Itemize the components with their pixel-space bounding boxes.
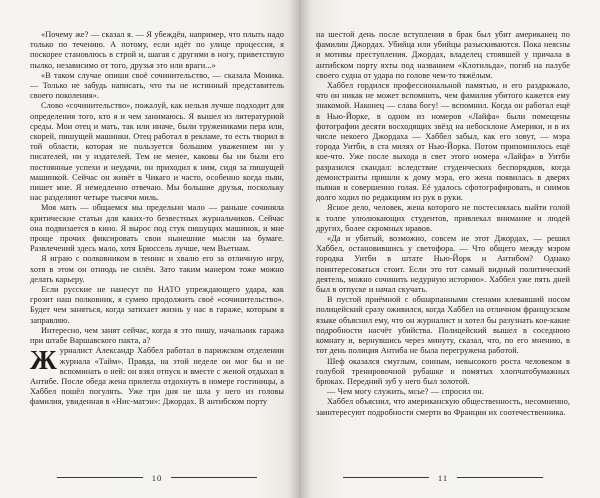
footer-rule xyxy=(57,477,143,479)
paragraph: Моя мать — общаемся мы предельно мало — раньше сочиняла критические статьи для каких-то безвестных журнальчиков. Сейчас она подвизается в кино. Я вырос под стук пишущих машинок, и мне проще прочих фиксировать свои нынешние мысли на бумаге. Развлечений здесь мало, хотя Брюссель лучше, чем Вьетнам. xyxy=(30,203,284,254)
right-page-footer xyxy=(316,470,570,486)
continuation-paragraph: на шестой день после вступления в брак был убит американец по фамилии Джордах. Убийца или убийцы разыскиваются. Пока неясны и мотивы преступления. Джордах, владелец стоявшей у причала в антибском порту яхты под названием «Клотильда», погиб на палубе своего судна от удара по голове чем-то тяжёлым. xyxy=(316,30,570,80)
right-page-text xyxy=(316,30,570,470)
paragraph: В пустой приёмной с обшарпанными стенами клевавший носом полицейский сразу оживился, когда Хаббел на отличном французском языке объяснил ему, что он журналист и хотел бы разузнать кое-какие подробности насчёт убийства. Полицейский вышел в соседнюю комнату и, вернувшись через минуту, сказал, что, по его мнению, в тот день полиция Антиба не была перегружена работой. xyxy=(316,295,570,356)
drop-cap-letter: Ж xyxy=(30,345,57,376)
paragraph: «Почему же? — сказал я. — Я убеждён, например, что плыть надо только по течению. А потому, если идёт по улице процессия, я поскорее становлюсь в строй и, шагая с другими в ногу, приветствую пылко, независимо от того, друзья это или враги...» xyxy=(30,30,284,70)
paragraph: Хаббел объяснил, что американскую общественность, несомненно, заинтересуют подробности смерти во Франции их соотечественника. xyxy=(316,397,570,417)
page-number-left: 10 xyxy=(151,473,163,483)
paragraph: Шеф оказался смуглым, сонным, невысокого роста человеком в голубой тренировочной рубашке и помятых хлопчатобумажных брюках. Передний зуб у него был золотой. xyxy=(316,356,570,386)
paragraph: Ясное дело, человек, жена которого не постеснялась выйти голой к толпе улюлюкающих студентов, привлекал внимание и людей других, более скромных нравов. xyxy=(316,203,570,233)
paragraph: Интересно, чем занят сейчас, когда я это пишу, начальник гаража при штабе Варшавского пакта, а? xyxy=(30,325,284,346)
paragraph: «Да и убитый, возможно, совсем не этот Джордах, — решил Хаббел, остановившись у светофора. — Что общего между мэром городка Уитби в штате Нью-Йорк и Антибом? Однако поинтересоваться стоит. Если это тот самый видный политический деятель, можно сочинить недурную историю». Хаббел уже пять дней был в отпуске и начал скучать. xyxy=(316,234,570,295)
paragraph: «В таком случае опиши своё сочинительство, — сказала Моника. — Только не забудь написать, что ты не истинный представитель своего поколения». xyxy=(30,70,284,101)
paragraph: Хаббел гордился профессиональной памятью, и его раздражало, что он никак не может вспомнить, чем фамилия убитого кажется ему знакомой. Наконец — слава богу! — вспомнил. Когда он работал ещё в Нью-Йорке, в одном из номеров «Лайфа» были помещены фотографии десяти восходящих звёзд на небосклоне Америки, и в их числе некоего Джордаха — Хаббел забыл, как его зовут, — мэра города Уитби, в ста милях от Нью-Йорка. Потом припомнилось ещё кое-что. Уже после выхода в свет этого номера «Лайфа» в Уитби разразился скандал: вследствие студенческих беспорядков, когда демонстранты пришли к дому мэра, его жена появилась в дверях пьяная и совершенно голая. Её удалось сфотографировать, и снимок долго ходил по редакциям из рук в руки. xyxy=(316,81,570,203)
footer-rule xyxy=(343,477,429,479)
left-page-footer xyxy=(30,470,284,486)
chapter-opening-paragraph xyxy=(30,346,284,407)
paragraph-text: урналист Александр Хаббел работал в парижском отделении журнала «Тайм». Правда, на этой неделе он мог бы и не вспоминать о ней: он взял отпуск и вместе с женой отдыхал в Антибе. После обеда жена прилегла отдохнуть в номере гостиницы, а Хаббел пошёл погулять. Уже три дня не шла у него из головы фамилия, увиденная в «Нис-матэн»: Джордах. В антибском порту xyxy=(30,346,284,407)
paragraph: Я играю с полковником в теннис и хвалю его за отличную игру, хотя в этом он отнюдь не силён. Зато таким манером тоже можно делать карьеру. xyxy=(30,254,284,284)
page-number-right: 11 xyxy=(437,473,449,483)
paragraph: Если русские не нанесут по НАТО упреждающего удара, как грозит наш полковник, я сумею продолжить своё «сочинительство». Будет чем заняться, когда затихает жизнь у нас в гараже, которым я заправляю. xyxy=(30,285,284,325)
left-page-text xyxy=(30,30,284,470)
footer-rule xyxy=(171,477,257,479)
footer-rule xyxy=(457,477,543,479)
right-page xyxy=(300,0,600,498)
dialogue-line: — Чем могу служить, мсье? — спросил он. xyxy=(327,387,484,397)
paragraph: Слово «сочинительство», пожалуй, как нельзя лучше подходит для определения того, кто я и чем занимаюсь. Я вышел из литературной среды. Мои отец и мать, так или иначе, были тружениками пера или, скорей, пишущей машинки. Отец работал в рекламе, то есть творил в той области, которая не пользуется большим уважением ни у писателей, ни у издателей. Тем не менее, каковы бы ни были его постоянные успехи и неудачи, он приходил к ним, сидя за пишущей машинкой. Сейчас он живёт в Чикаго и часто, особенно когда пьян, пишет мне. Я немедленно отвечаю. Мы большие друзья, поскольку нас разделяют четыре тысячи миль. xyxy=(30,101,284,203)
